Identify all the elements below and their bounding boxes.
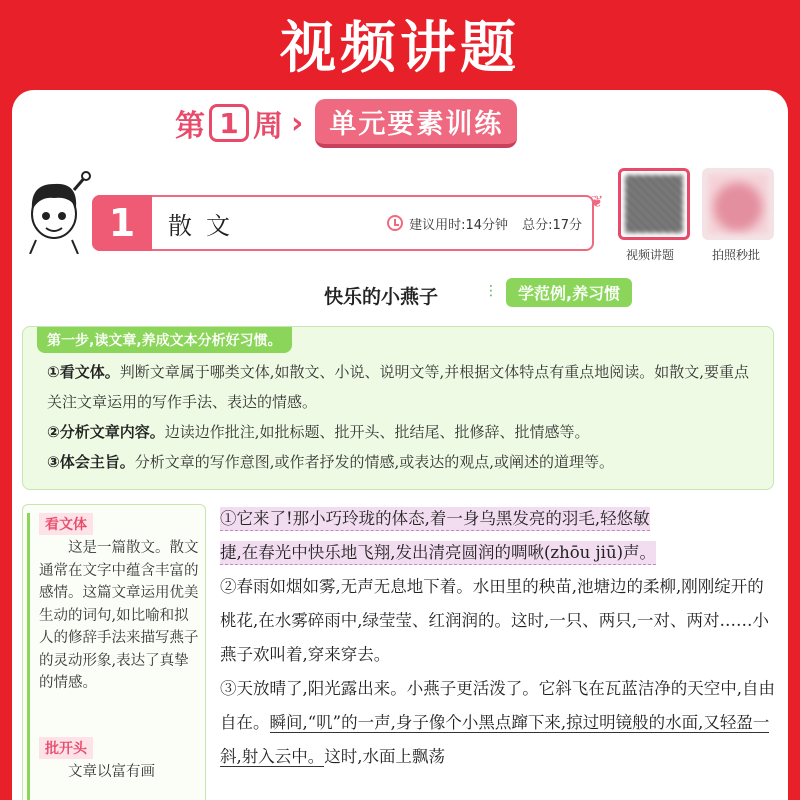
article-title: 快乐的小燕子 bbox=[324, 286, 439, 308]
paragraph-2: ②春雨如烟如雾,无声无息地下着。水田里的秧苗,池塘边的柔柳,刚刚绽开的桃花,在水雾碎雨中,绿莹莹、红润润的。这时,一只、两只,一对、两对……小燕子欢叫着,穿来穿去。 bbox=[220, 577, 769, 664]
annotation-tag-opening: 批开头 bbox=[39, 737, 93, 759]
paragraph-3: ③天放晴了,阳光露出来。小燕子更活泼了。它斜飞在瓦蓝洁净的天空中,自由自在。瞬间,“叽”的一声,身子像个小黑点蹿下来,掠过明镜般的水面,又轻盈一斜,射入云中。这时,水面上飘荡 bbox=[220, 679, 775, 766]
week-number: 1 bbox=[209, 104, 249, 142]
week-header bbox=[175, 102, 517, 144]
chevron-right-icon: › bbox=[291, 105, 304, 141]
video-qr-label: 视频讲题 bbox=[626, 248, 675, 262]
lesson-bar bbox=[92, 195, 594, 251]
week-suffix: 周 bbox=[253, 109, 283, 144]
step-item: ③体会主旨。分析文章的写作意图,或作者抒发的情感,或表达的观点,或阐述的道理等。 bbox=[47, 453, 615, 471]
student-avatar-icon bbox=[20, 170, 94, 254]
photo-qr-code[interactable] bbox=[702, 168, 774, 240]
lesson-name: 散文 bbox=[168, 211, 244, 240]
annotation-text-opening: 文章以富有画 bbox=[68, 764, 155, 780]
step-title: 第一步,读文章,养成文本分析好习惯。 bbox=[37, 327, 292, 353]
dots-icon: ⋮ bbox=[484, 283, 498, 299]
article-badge: 学范例,养习惯 bbox=[506, 278, 632, 307]
step-list bbox=[47, 357, 759, 477]
page-header-title: 视频讲题 bbox=[280, 16, 520, 81]
annotation-sidebar bbox=[22, 504, 206, 800]
sprout-icon: ❦ bbox=[590, 192, 604, 211]
annotation-tag-genre: 看文体 bbox=[39, 513, 93, 535]
step-instructions bbox=[22, 326, 774, 490]
article-body bbox=[220, 502, 776, 774]
photo-qr-label: 拍照秒批 bbox=[712, 248, 761, 262]
total-score: 总分:17分 bbox=[522, 217, 582, 233]
video-qr-code[interactable] bbox=[618, 168, 690, 240]
lesson-meta bbox=[387, 214, 582, 233]
clock-icon bbox=[387, 215, 403, 231]
week-prefix: 第 bbox=[175, 109, 205, 144]
suggested-time: 建议用时:14分钟 bbox=[409, 217, 509, 233]
paragraph-1: ①它来了!那小巧玲珑的体态,着一身乌黑发亮的羽毛,轻悠敏 捷,在春光中快乐地飞翔,发出清亮圆润的啁啾(zhōu jiū)声。 bbox=[220, 502, 776, 570]
annotation-text-genre: 这是一篇散文。散文通常在文字中蕴含丰富的感情。这篇文章运用优美生动的词句,如比喻和拟人的修辞手法来描写燕子的灵动形象,表达了真挚的情感。 bbox=[39, 540, 199, 691]
unit-title-badge: 单元要素训练 bbox=[315, 99, 517, 148]
step-item: ①看文体。判断文章属于哪类文体,如散文、小说、说明文等,并根据文体特点有重点地阅读。如散文,要重点关注文章运用的写作手法、表达的情感。 bbox=[47, 363, 750, 411]
lesson-number: 1 bbox=[92, 195, 152, 251]
worksheet-page bbox=[12, 90, 788, 800]
step-item: ②分析文章内容。边读边作批注,如批标题、批开头、批结尾、批修辞、批情感等。 bbox=[47, 423, 590, 441]
